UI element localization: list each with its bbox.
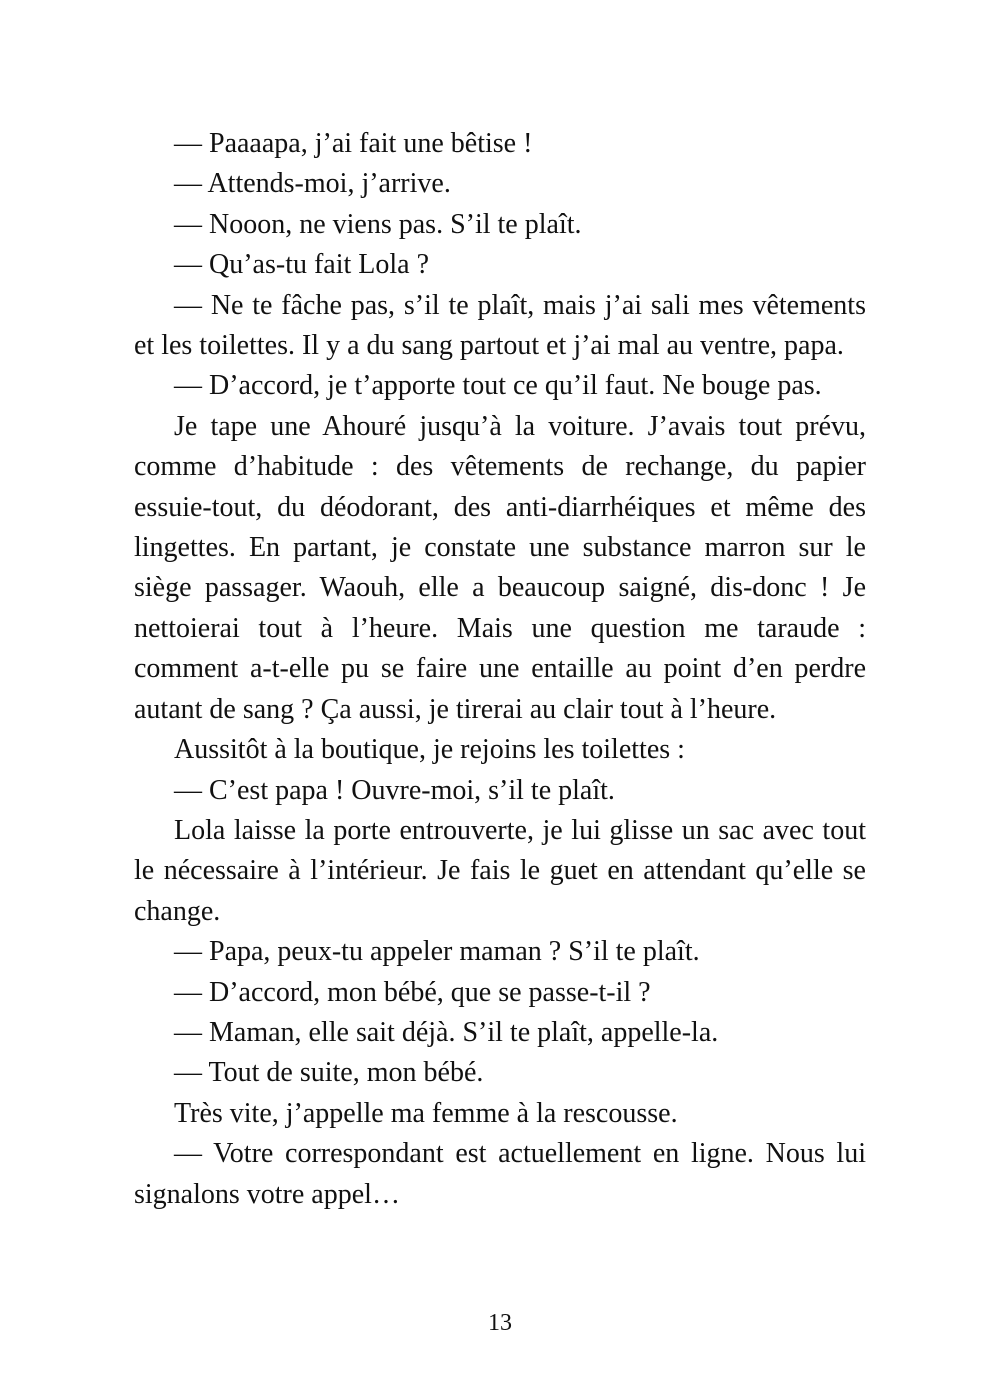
dialogue-line: — Maman, elle sait déjà. S’il te plaît, appelle-la. [174,1016,719,1048]
page-body [134,124,866,1215]
dialogue-line: — Papa, peux-tu appeler maman ? S’il te plaît. [174,936,700,968]
dialogue-line: — Qu’as-tu fait Lola ? [174,249,430,281]
narrative-paragraph: Je tape une Ahouré jusqu’à la voiture. J’avais tout prévu, comme d’habitude : des vêtements de rechange, du papier essuie-tout, du déodorant, des anti-diarrhéiques et même des lingettes. En partant, je constate une substance marron sur le siège passager. Waouh, elle a beaucoup saigné, dis-donc ! Je nettoierai tout à l’heure. Mais une question me taraude : comment a-t-elle pu se faire une entaille au point d’en perdre autant de sang ? Ça aussi, je tirerai au clair tout à l’heure. [134,410,866,725]
dialogue-line: — Tout de suite, mon bébé. [174,1057,484,1089]
dialogue-line: — Ne te fâche pas, s’il te plaît, mais j’ai sali mes vêtements et les toilettes. Il y a du sang partout et j’ai mal au ventre, papa. [134,289,866,362]
dialogue-line: — Attends-moi, j’arrive. [174,168,451,200]
dialogue-line: — D’accord, mon bébé, que se passe-t-il ? [174,976,651,1008]
narrative-paragraph: Lola laisse la porte entrouverte, je lui glisse un sac avec tout le nécessaire à l’intérieur. Je fais le guet en attendant qu’elle se change. [134,814,866,927]
page-number: 13 [488,1310,512,1336]
dialogue-line: — Nooon, ne viens pas. S’il te plaît. [174,208,582,240]
narrative-paragraph: Aussitôt à la boutique, je rejoins les toilettes : [174,734,685,766]
narrative-paragraph: Très vite, j’appelle ma femme à la rescousse. [174,1097,678,1129]
dialogue-line: — Paaaapa, j’ai fait une bêtise ! [174,128,533,159]
dialogue-line: — D’accord, je t’apporte tout ce qu’il faut. Ne bouge pas. [174,370,822,402]
dialogue-line: — C’est papa ! Ouvre-moi, s’il te plaît. [174,774,615,806]
dialogue-line: — Votre correspondant est actuellement en ligne. Nous lui signalons votre appel… [134,1138,866,1210]
